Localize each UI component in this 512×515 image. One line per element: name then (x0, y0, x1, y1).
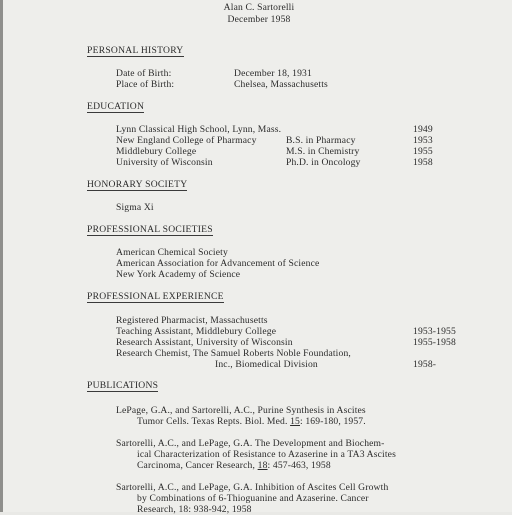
education-school: Middlebury College (116, 146, 197, 157)
publication-volume: 15 (290, 416, 300, 427)
publication-line: Sartorelli, A.C., and LePage, G.A. Inhibition of Ascites Cell Growth (116, 482, 389, 493)
author-name: Alan C. Sartorelli (223, 2, 295, 13)
education-year: 1953 (413, 135, 433, 146)
society-item: New York Academy of Science (116, 269, 241, 280)
dob-value: December 18, 1931 (234, 68, 312, 79)
education-year: 1955 (413, 146, 433, 157)
experience-item: Registered Pharmacist, Massachusetts (116, 315, 268, 326)
section-heading-professional-societies: PROFESSIONAL SOCIETIES (87, 224, 213, 235)
publication-line: Research, 18: 938-942, 1958 (137, 504, 252, 515)
section-heading-education: EDUCATION (87, 101, 145, 112)
education-degree: Ph.D. in Oncology (286, 157, 361, 168)
experience-years: 1953-1955 (413, 326, 456, 337)
education-school: New England College of Pharmacy (116, 135, 257, 146)
section-heading-personal-history: PERSONAL HISTORY (87, 45, 184, 56)
pob-value: Chelsea, Massachusetts (234, 79, 328, 90)
education-year: 1958 (413, 157, 433, 168)
education-school: University of Wisconsin (116, 157, 213, 168)
publication-line: ical Characterization of Resistance to Azaserine in a TA3 Ascites (137, 449, 396, 460)
publication-line: LePage, G.A., and Sartorelli, A.C., Purine Synthesis in Ascites (116, 405, 366, 416)
education-degree: M.S. in Chemistry (286, 146, 360, 157)
publication-line: Carcinoma, Cancer Research, 18: 457-463, 1958 (137, 460, 331, 471)
section-heading-publications: PUBLICATIONS (87, 380, 159, 391)
publication-volume: 18 (257, 460, 268, 471)
experience-item: Research Chemist, The Samuel Roberts Noble Foundation, (116, 348, 351, 359)
education-year: 1949 (413, 124, 433, 135)
experience-years: 1955-1958 (413, 337, 456, 348)
honorary-society-item: Sigma Xi (116, 202, 154, 213)
publication-line: by Combinations of 6-Thioguanine and Azaserine. Cancer (137, 493, 369, 504)
publication-line: Tumor Cells. Texas Repts. Biol. Med. 15: 169-180, 1957. (137, 416, 366, 427)
society-item: American Association for Advancement of Science (116, 258, 320, 269)
experience-item-continued: Inc., Biomedical Division (215, 359, 318, 370)
experience-item: Teaching Assistant, Middlebury College (116, 326, 277, 337)
education-school: Lynn Classical High School, Lynn, Mass. (116, 124, 282, 135)
pob-label: Place of Birth: (116, 79, 175, 90)
section-heading-honorary-society: HONORARY SOCIETY (87, 179, 188, 190)
experience-item: Research Assistant, University of Wisconsin (116, 337, 293, 348)
publication-line: Sartorelli, A.C., and LePage, G.A. The Development and Biochem- (116, 438, 385, 449)
section-heading-professional-experience: PROFESSIONAL EXPERIENCE (87, 291, 224, 302)
education-degree: B.S. in Pharmacy (286, 135, 356, 146)
dob-label: Date of Birth: (116, 68, 172, 79)
document-date: December 1958 (227, 14, 291, 25)
society-item: American Chemical Society (116, 247, 228, 258)
experience-years: 1958- (413, 359, 437, 370)
